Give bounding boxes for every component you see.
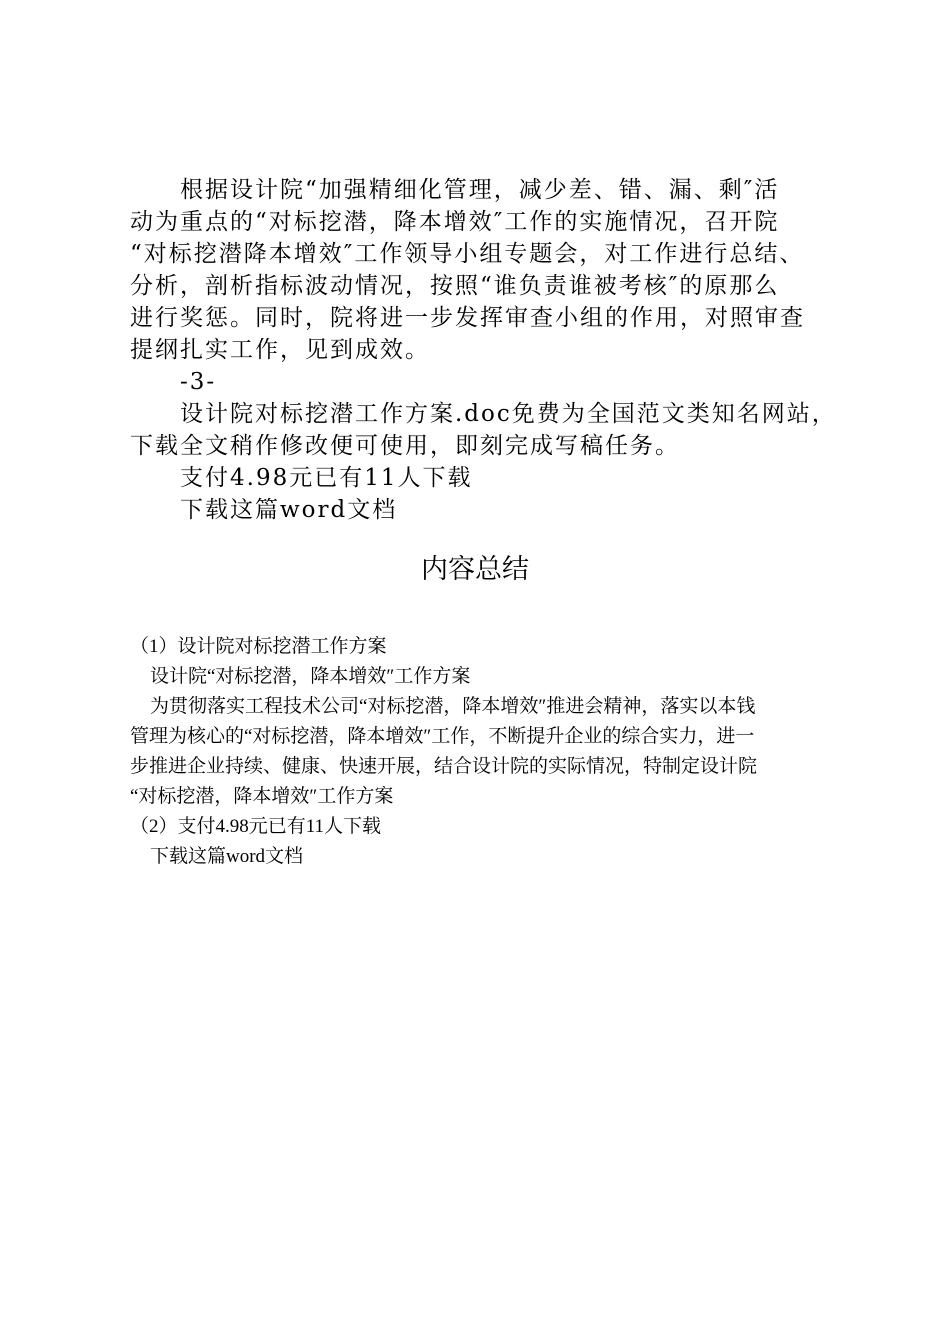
summary-body-line: 管理为核心的“对标挖潜，降本增效″工作，不断提升企业的综合实力，进一 <box>130 726 755 747</box>
paragraph-line: “对标挖潜降本增效″工作领导小组专题会，对工作进行总结、 <box>130 241 805 267</box>
content-summary <box>130 632 830 872</box>
summary-title: 内容总结 <box>421 554 529 585</box>
download-word-link[interactable]: 下载这篇word文档 <box>180 497 398 523</box>
summary-item2-heading: （2）支付4.98元已有11人下载 <box>130 816 382 837</box>
summary-body-line: 步推进企业持续、健康、快速开展，结合设计院的实际情况，特制定设计院 <box>130 756 758 777</box>
paragraph-line: 提纲扎实工作，见到成效。 <box>130 337 430 363</box>
paragraph-line: 动为重点的“对标挖潜，降本增效″工作的实施情况，召开院 <box>130 209 780 235</box>
download-note-line: 设计院对标挖潜工作方案.doc免费为全国范文类知名网站， <box>180 401 837 427</box>
download-note-line: 下载全文稍作修改便可使用，即刻完成写稿任务。 <box>130 433 680 459</box>
payment-text: 支付4.98元已有11人下载 <box>180 465 473 491</box>
summary-download-link[interactable]: 下载这篇word文档 <box>150 846 304 867</box>
paragraph-line: 分析，剖析指标波动情况，按照“谁负责谁被考核″的原那么 <box>130 273 780 299</box>
summary-item1-subtitle: 设计院“对标挖潜，降本增效″工作方案 <box>150 666 471 687</box>
summary-body-line: 为贯彻落实工程技术公司“对标挖潜，降本增效″推进会精神，落实以本钱 <box>150 696 756 717</box>
summary-body-line: “对标挖潜，降本增效″工作方案 <box>130 786 394 807</box>
summary-item1-heading: （1）设计院对标挖潜工作方案 <box>130 636 387 657</box>
page-number: -3- <box>180 369 217 395</box>
paragraph-line: 根据设计院“加强精细化管理，减少差、错、漏、剩″活 <box>180 177 780 203</box>
main-body <box>130 174 845 526</box>
paragraph-line: 进行奖惩。同时，院将进一步发挥审查小组的作用，对照审查 <box>130 305 805 331</box>
